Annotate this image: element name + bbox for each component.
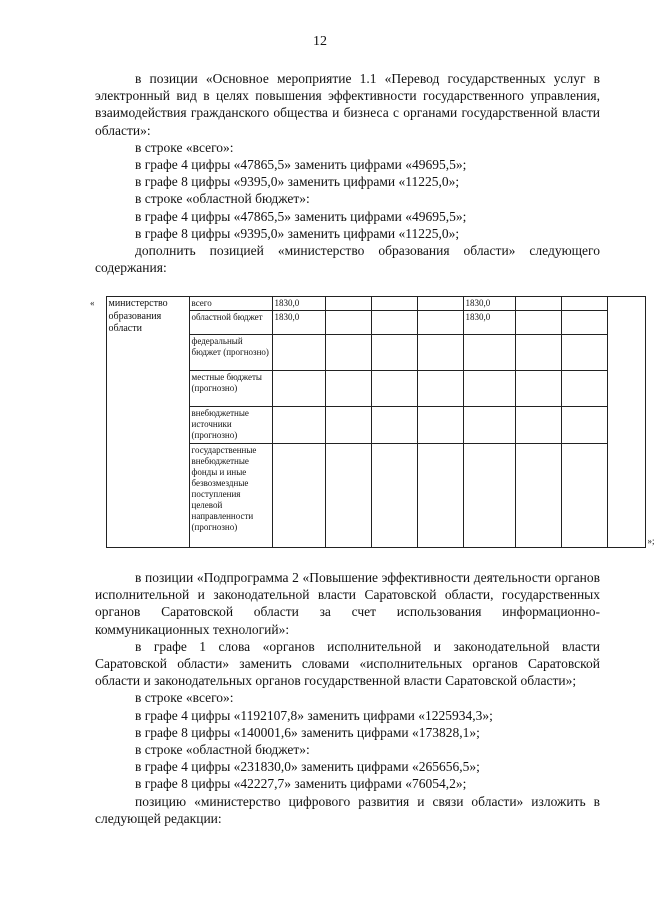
table-cell: 1830,0 — [463, 297, 515, 311]
table-cell — [515, 443, 561, 547]
table-cell — [607, 297, 645, 311]
table-cell: 1830,0 — [272, 297, 325, 311]
table-cell — [371, 311, 417, 335]
table-row — [88, 297, 645, 311]
paragraph-intro-1: в позиции «Основное мероприятие 1.1 «Перевод государственных услуг в электронный вид в целях повышения эффективности государственного управления, взаимодействия гражданского общества и бизнеса с органами государственной власти области»: — [95, 71, 600, 138]
table-cell — [607, 371, 645, 407]
text-line: в графе 4 цифры «47865,5» заменить цифрами «49695,5»; — [135, 157, 467, 173]
table-cell — [607, 443, 645, 547]
table-cell — [561, 407, 607, 443]
table-cell — [561, 371, 607, 407]
paragraph-addition: дополнить позицией «министерство образования области» следующего содержания: — [95, 243, 600, 276]
table-cell — [561, 443, 607, 547]
budget-table — [88, 296, 655, 548]
table-cell — [325, 311, 371, 335]
table-cell — [371, 297, 417, 311]
row-label: государственные внебюджетные фонды и иные безвозмездные поступления целевой направленности (прогнозно) — [189, 443, 272, 547]
paragraph-intro-2: в позиции «Подпрограмма 2 «Повышение эффективности деятельности органов исполнительной и законодательной власти Саратовской области, государственных органов Саратовской области за счет использования информационно-коммуникационных технологий»: — [95, 570, 600, 637]
table-cell — [561, 335, 607, 371]
text-line: в графе 4 цифры «1192107,8» заменить цифрами «1225934,3»; — [135, 707, 493, 723]
paragraph-closing: позицию «министерство цифрового развития и связи области» изложить в следующей редакции: — [95, 793, 600, 826]
table-cell — [515, 297, 561, 311]
table-cell — [371, 443, 417, 547]
table-cell — [417, 297, 463, 311]
row-label: всего — [189, 297, 272, 311]
table-cell — [463, 443, 515, 547]
text-line: в строке «всего»: — [135, 690, 234, 706]
text-line: в графе 4 цифры «231830,0» заменить цифрами «265656,5»; — [135, 759, 480, 775]
page-number: 12 — [313, 34, 327, 49]
text-line: в строке «областной бюджет»: — [135, 191, 310, 207]
text-line: в графе 8 цифры «9395,0» заменить цифрами «11225,0»; — [135, 174, 460, 190]
table-cell — [272, 407, 325, 443]
table-cell — [417, 371, 463, 407]
row-label: областной бюджет — [189, 311, 272, 335]
amendment-block-2 — [95, 569, 600, 827]
table-cell — [272, 371, 325, 407]
budget-table-wrap — [88, 296, 655, 548]
table-cell — [607, 311, 645, 335]
table-cell — [325, 371, 371, 407]
text-line: в графе 8 цифры «140001,6» заменить цифрами «173828,1»; — [135, 724, 480, 740]
table-cell — [607, 407, 645, 443]
table-cell — [463, 371, 515, 407]
ministry-name-cell: министерство образования области — [106, 297, 189, 548]
table-cell — [371, 407, 417, 443]
table-cell — [515, 335, 561, 371]
table-cell: 1830,0 — [272, 311, 325, 335]
table-cell — [515, 407, 561, 443]
table-cell — [561, 311, 607, 335]
table-cell — [515, 311, 561, 335]
table-cell — [607, 335, 645, 371]
row-label: внебюджетные источники (прогнозно) — [189, 407, 272, 443]
amendment-block-1 — [95, 70, 600, 276]
table-cell: 1830,0 — [463, 311, 515, 335]
table-cell — [371, 371, 417, 407]
table-cell — [325, 407, 371, 443]
text-line: в графе 8 цифры «9395,0» заменить цифрами «11225,0»; — [135, 225, 460, 241]
table-cell — [561, 297, 607, 311]
row-label: местные бюджеты (прогнозно) — [189, 371, 272, 407]
row-label: федеральный бюджет (прогнозно) — [189, 335, 272, 371]
text-line: в графе 8 цифры «42227,7» заменить цифрами «76054,2»; — [135, 776, 467, 792]
text-line: в строке «областной бюджет»: — [135, 742, 310, 758]
text-line: в строке «всего»: — [135, 139, 234, 155]
table-cell — [325, 297, 371, 311]
paragraph-graph-1: в графе 1 слова «органов исполнительной и законодательной власти Саратовской области» заменить словами «исполнительных органов Саратовской области и законодательных органов государственной власти Саратовской области»; — [95, 638, 600, 689]
table-cell — [371, 335, 417, 371]
table-cell — [417, 311, 463, 335]
table-cell — [325, 443, 371, 547]
table-cell — [272, 443, 325, 547]
table-cell — [417, 407, 463, 443]
table-cell — [417, 443, 463, 547]
text-line: в графе 4 цифры «47865,5» заменить цифрами «49695,5»; — [135, 208, 467, 224]
opening-quote: « — [88, 297, 106, 548]
table-cell — [325, 335, 371, 371]
table-cell — [272, 335, 325, 371]
table-cell — [463, 335, 515, 371]
table-cell — [417, 335, 463, 371]
table-cell — [463, 407, 515, 443]
table-cell — [515, 371, 561, 407]
table-row: государственные внебюджетные фонды и иные безвозмездные поступления целевой направленности (прогнозно) »; — [88, 443, 645, 547]
